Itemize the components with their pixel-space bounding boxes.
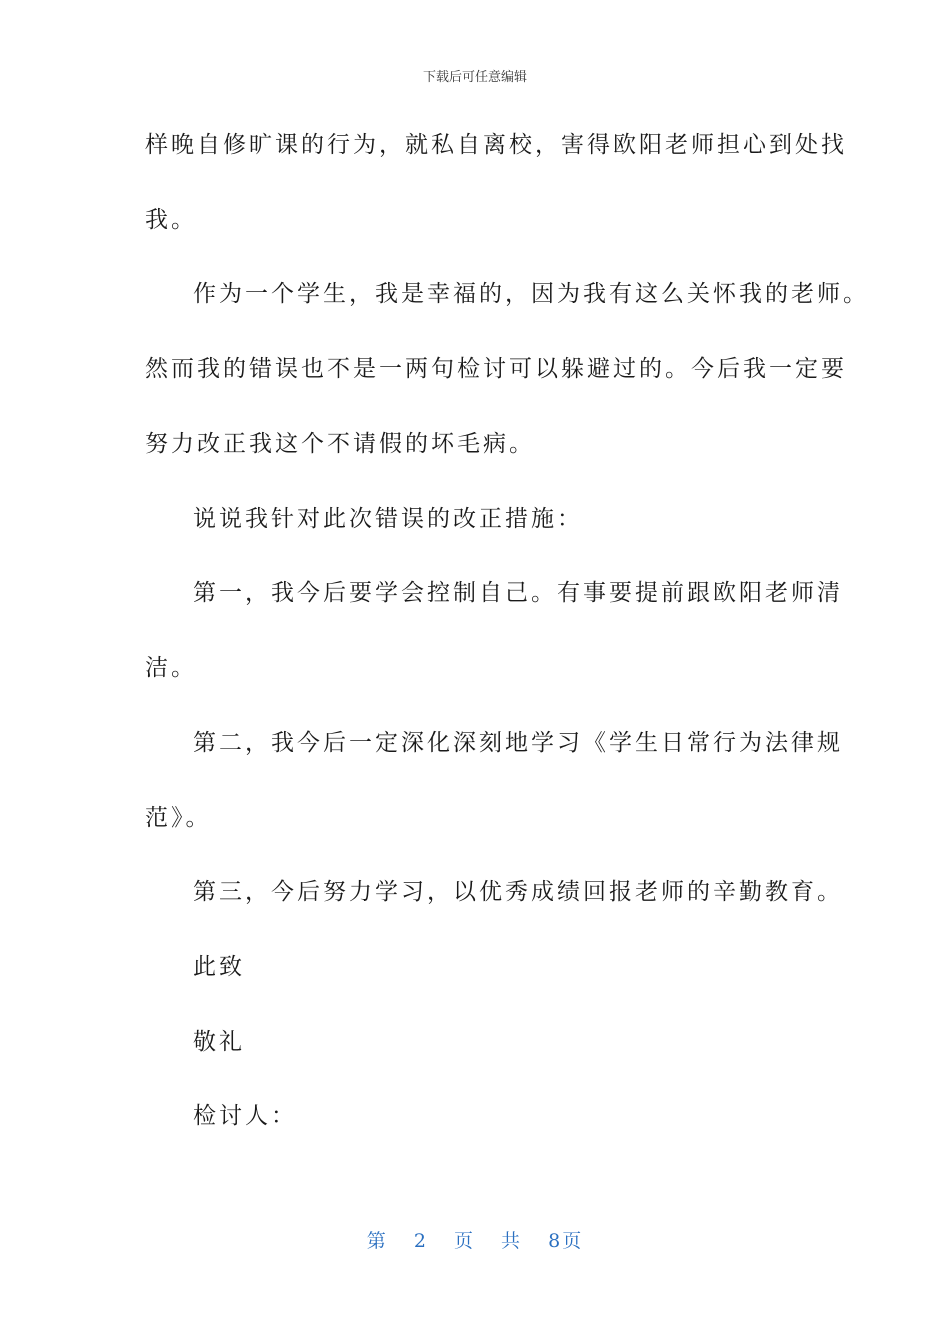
closing-regards: 敬礼 <box>193 1029 245 1055</box>
body-line-1: 样晚自修旷课的行为，就私自离校，害得欧阳老师担心到处找 <box>145 132 847 158</box>
body-line-7: 第一，我今后要学会控制自己。有事要提前跟欧阳老师清 <box>193 580 843 606</box>
page-footer <box>0 1226 950 1253</box>
body-line-4: 然而我的错误也不是一两句检讨可以躲避过的。今后我一定要 <box>145 356 847 382</box>
body-line-10: 范》。 <box>145 805 212 831</box>
body-line-2: 我。 <box>145 207 197 233</box>
closing-salutation: 此致 <box>193 954 245 980</box>
body-line-9: 第二，我今后一定深化深刻地学习《学生日常行为法律规 <box>193 730 843 756</box>
page-header: 下载后可任意编辑 <box>422 70 527 85</box>
footer-total-word: 共 <box>501 1230 523 1252</box>
body-line-5: 努力改正我这个不请假的坏毛病。 <box>145 431 535 457</box>
signature-label: 检讨人： <box>193 1103 297 1129</box>
body-line-11: 第三，今后努力学习，以优秀成绩回报老师的辛勤教育。 <box>193 879 843 905</box>
footer-page-unit: 页 <box>453 1230 475 1252</box>
footer-current-page: 2 <box>413 1230 428 1252</box>
body-line-8: 洁。 <box>145 655 197 681</box>
body-line-6: 说说我针对此次错误的改正措施： <box>193 506 583 532</box>
body-line-3: 作为一个学生，我是幸福的，因为我有这么关怀我的老师。 <box>193 281 869 307</box>
footer-total-pages: 8页 <box>548 1230 584 1252</box>
footer-page-word: 第 <box>366 1230 388 1252</box>
